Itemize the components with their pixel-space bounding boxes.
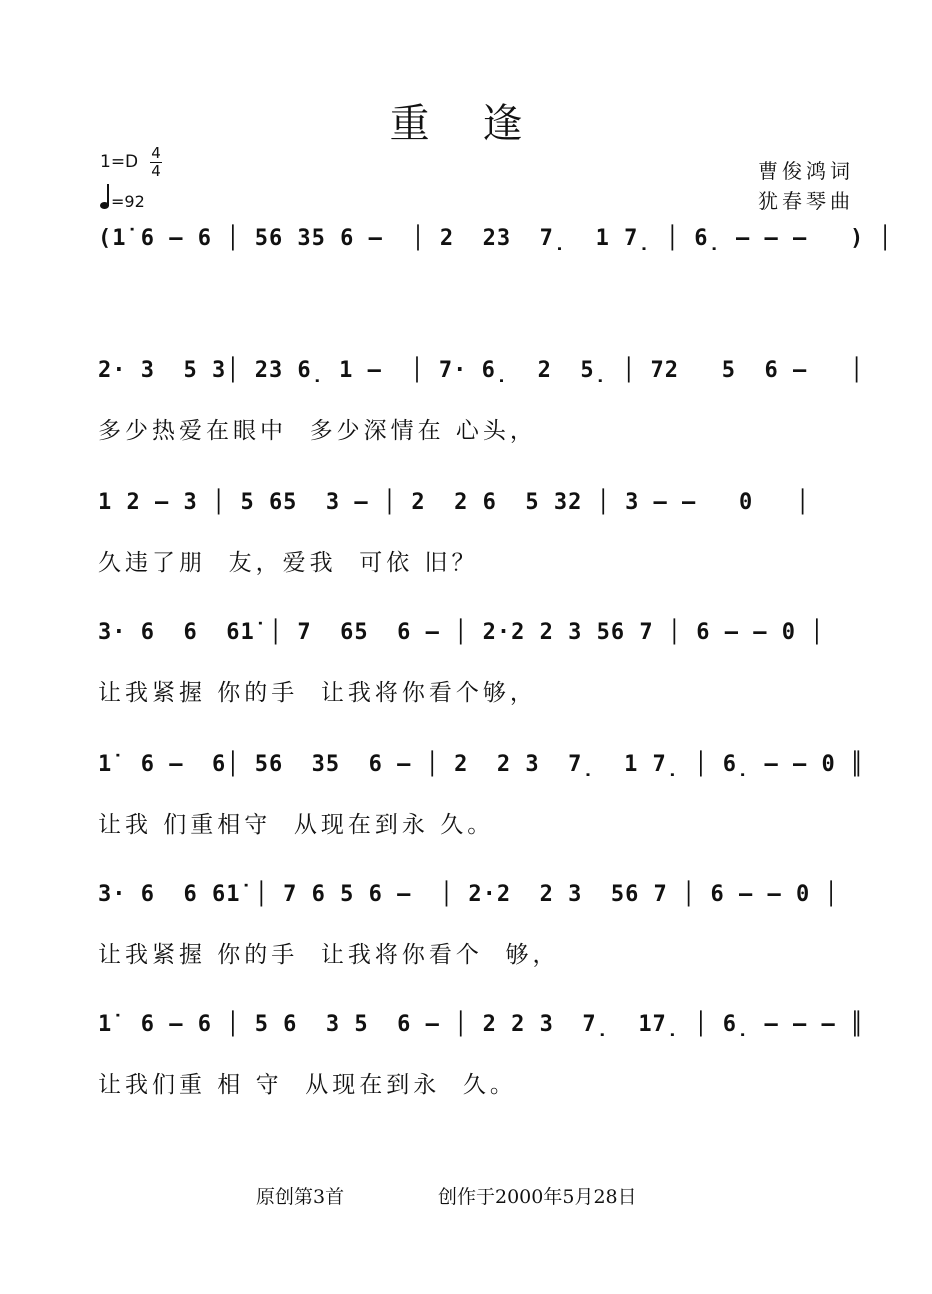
- lyric-line: 让我紧握 你的手 让我将你看个够，: [98, 680, 537, 706]
- credits: [758, 156, 854, 216]
- notation-line: 3· 6 6 61̇ │ 7 65 6 – │ 2·2 2 3 56 7 │ 6 – – 0 │: [98, 620, 825, 645]
- tempo-value: =92: [111, 192, 145, 211]
- time-signature-top: 4: [151, 144, 161, 162]
- notation-line: 3· 6 6 61̇ │ 7 6 5 6 – │ 2·2 2 3 56 7 │ 6 – – 0 │: [98, 882, 839, 907]
- lyric-line: 让我 们重相守 从现在到永 久。: [98, 812, 495, 838]
- tempo-marking: [100, 192, 145, 211]
- quarter-note-icon: [100, 202, 109, 209]
- notation-line: 2· 3 5 3│ 23 6̣ 1 – │ 7· 6̣ 2 5̣ │ 72 5 6 – │: [98, 358, 865, 383]
- footer-work-number: 原创第3首: [256, 1186, 345, 1208]
- time-signature: [150, 146, 162, 179]
- notation-line: 1 2 – 3 │ 5 65 3 – │ 2 2 6 5 32 │ 3 – – 0 │: [98, 490, 811, 515]
- composer-credit: 犹春琴曲: [758, 189, 854, 213]
- time-signature-bottom: 4: [151, 162, 161, 180]
- lyricist-credit: 曹俊鸿词: [758, 159, 854, 183]
- lyric-line: 多少热爱在眼中 多少深情在 心头，: [98, 418, 537, 444]
- lyric-line: 让我紧握 你的手 让我将你看个 够，: [98, 942, 560, 968]
- notation-line: 1̇ 6 – 6 │ 5 6 3 5 6 – │ 2 2 3 7̣ 17̣ │ 6̣ – – – ║: [98, 1012, 865, 1037]
- notation-line: (1̇ 6 – 6 │ 56 35 6 – │ 2 23 7̣ 1 7̣ │ 6̣ – – – ) │: [98, 226, 893, 251]
- lyric-line: 让我们重 相 守 从现在到永 久。: [98, 1072, 517, 1098]
- song-title: 重 逢: [389, 101, 543, 147]
- key-signature: 1=D: [100, 152, 139, 172]
- footer-date: 创作于2000年5月28日: [438, 1186, 637, 1208]
- lyric-line: 久违了朋 友，爱我 可依 旧？: [98, 550, 479, 576]
- notation-line: 1̇ 6 – 6│ 56 35 6 – │ 2 2 3 7̣ 1 7̣ │ 6̣ – – 0 ║: [98, 752, 865, 777]
